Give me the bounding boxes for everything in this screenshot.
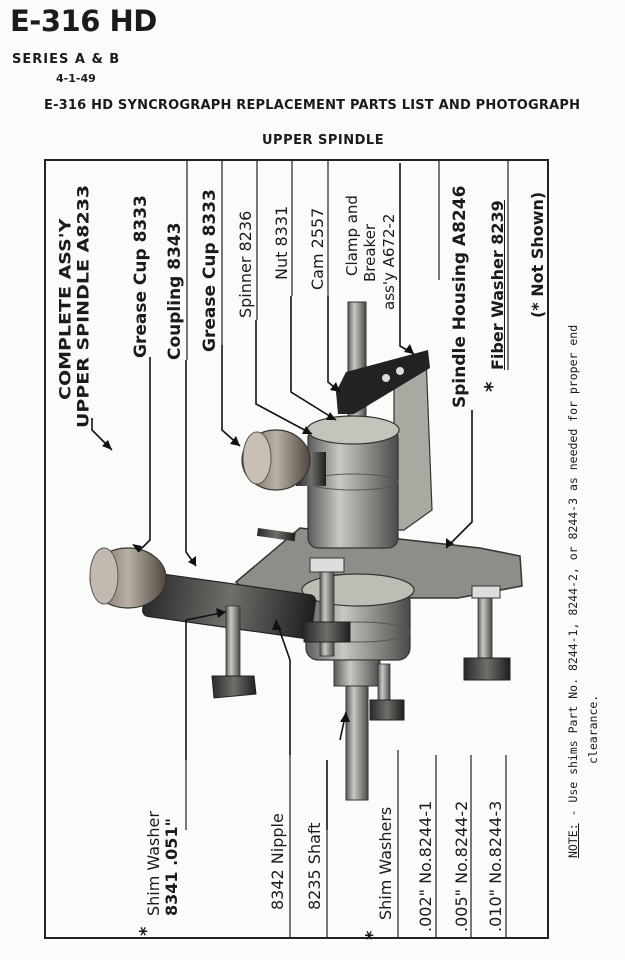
section-title: UPPER SPINDLE	[262, 133, 385, 148]
shim-part: No.8244-1	[416, 800, 435, 884]
shim-washers-asterisk: *	[362, 930, 383, 940]
clamp-label-line3: ass'y A672-2	[380, 213, 398, 310]
shim-row	[486, 801, 505, 932]
coupling-label: Coupling 8343	[165, 222, 185, 360]
bottom-shaft	[346, 686, 368, 800]
shim-part: No.8244-3	[486, 800, 505, 884]
grease-cup-label-1: Grease Cup 8333	[131, 195, 151, 358]
series-label: SERIES A & B	[12, 52, 121, 67]
stud-right	[464, 586, 510, 680]
shim-size: .010"	[486, 889, 505, 932]
nipple-label: 8342 Nipple	[268, 813, 287, 910]
shim-size: .002"	[416, 889, 435, 932]
shim-part: No.8244-2	[452, 800, 471, 884]
shim-washer-line2: 8341 .051"	[162, 818, 181, 916]
spindle-housing-label: Spindle Housing A8246	[450, 185, 470, 408]
fiber-washer-asterisk: *	[480, 381, 504, 392]
shim-row	[416, 801, 435, 932]
nut-label: Nut 8331	[272, 205, 291, 280]
model-title: E-316 HD	[10, 4, 157, 38]
clamp-label-line1: Clamp and	[343, 195, 361, 276]
note-text: - Use shims Part No. 8244-1, 8244-2, or 8244-3 as needed for proper end	[566, 324, 580, 824]
shaft-label: 8235 Shaft	[305, 822, 324, 910]
cam-label: Cam 2557	[308, 207, 327, 290]
shim-washer-asterisk: *	[136, 926, 157, 936]
fiber-washer-label: Fiber Washer 8239	[488, 200, 507, 370]
note-line1	[566, 325, 580, 858]
clamp-label-line2: Breaker	[361, 223, 379, 282]
shim-size: .005"	[452, 889, 471, 932]
note-label: NOTE:	[566, 823, 580, 858]
shim-washer-line1: Shim Washer	[144, 811, 163, 916]
spinner-label: Spinner 8236	[236, 210, 255, 318]
document-title: E-316 HD SYNCROGRAPH REPLACEMENT PARTS LIST AND PHOTOGRAPH	[44, 98, 581, 113]
not-shown-note: (* Not Shown)	[528, 191, 547, 318]
shim-washers-label: Shim Washers	[376, 806, 395, 920]
note-line2: clearance.	[586, 694, 600, 764]
grease-cup-label-2: Grease Cup 8333	[200, 189, 220, 352]
assembly-label-line1: COMPLETE ASS'Y	[56, 218, 75, 400]
assembly-label-line2: UPPER SPINDLE A8233	[74, 184, 93, 428]
shim-row	[452, 801, 471, 932]
revision-date: 4-1-49	[56, 72, 96, 85]
